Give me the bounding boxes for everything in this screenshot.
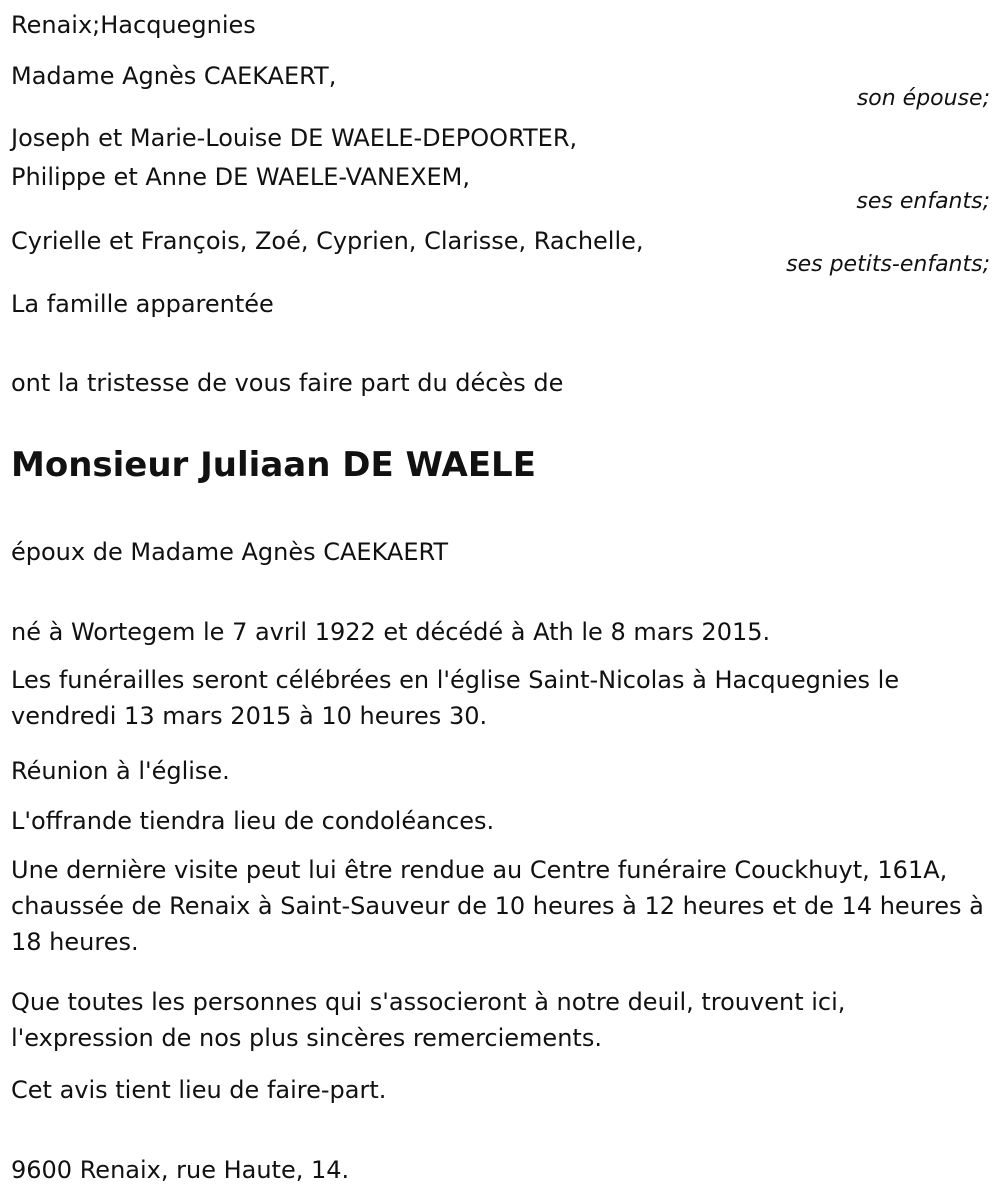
- location-header: Renaix;Hacquegnies: [11, 11, 256, 39]
- children-role: ses enfants;: [856, 189, 990, 214]
- funeral-details: Les funérailles seront célébrées en l'église Saint-Nicolas à Hacquegnies le vendredi 13 mars 2015 à 10 heures 30.: [11, 666, 900, 730]
- relatives: La famille apparentée: [11, 290, 274, 318]
- spouse-of: époux de Madame Agnès CAEKAERT: [11, 538, 449, 566]
- birth-death: né à Wortegem le 7 avril 1922 et décédé à Ath le 8 mars 2015.: [11, 618, 771, 646]
- notice: Cet avis tient lieu de faire-part.: [11, 1076, 387, 1104]
- grandchildren-role: ses petits-enfants;: [786, 252, 990, 277]
- thanks-message: Que toutes les personnes qui s'associeront à notre deuil, trouvent ici, l'expression de nos plus sincères remerciements.: [11, 988, 846, 1052]
- offering-note: L'offrande tiendra lieu de condoléances.: [11, 807, 495, 835]
- child-2: Philippe et Anne DE WAELE-VANEXEM,: [11, 163, 471, 191]
- visit-details: Une dernière visite peut lui être rendue au Centre funéraire Couckhuyt, 161A, chaussée de Renaix à Saint-Sauveur de 10 heures à 12 heures et de 14 heures à 18 heures.: [11, 856, 984, 956]
- address: 9600 Renaix, rue Haute, 14.: [11, 1156, 350, 1184]
- spouse-name: Madame Agnès CAEKAERT,: [11, 62, 337, 90]
- announcement: ont la tristesse de vous faire part du décès de: [11, 369, 564, 397]
- grandchildren-names: Cyrielle et François, Zoé, Cyprien, Clarisse, Rachelle,: [11, 227, 644, 255]
- deceased-name: Monsieur Juliaan DE WAELE: [11, 445, 536, 485]
- spouse-role: son épouse;: [856, 86, 990, 111]
- child-1: Joseph et Marie-Louise DE WAELE-DEPOORTER,: [11, 124, 578, 152]
- meeting-place: Réunion à l'église.: [11, 757, 230, 785]
